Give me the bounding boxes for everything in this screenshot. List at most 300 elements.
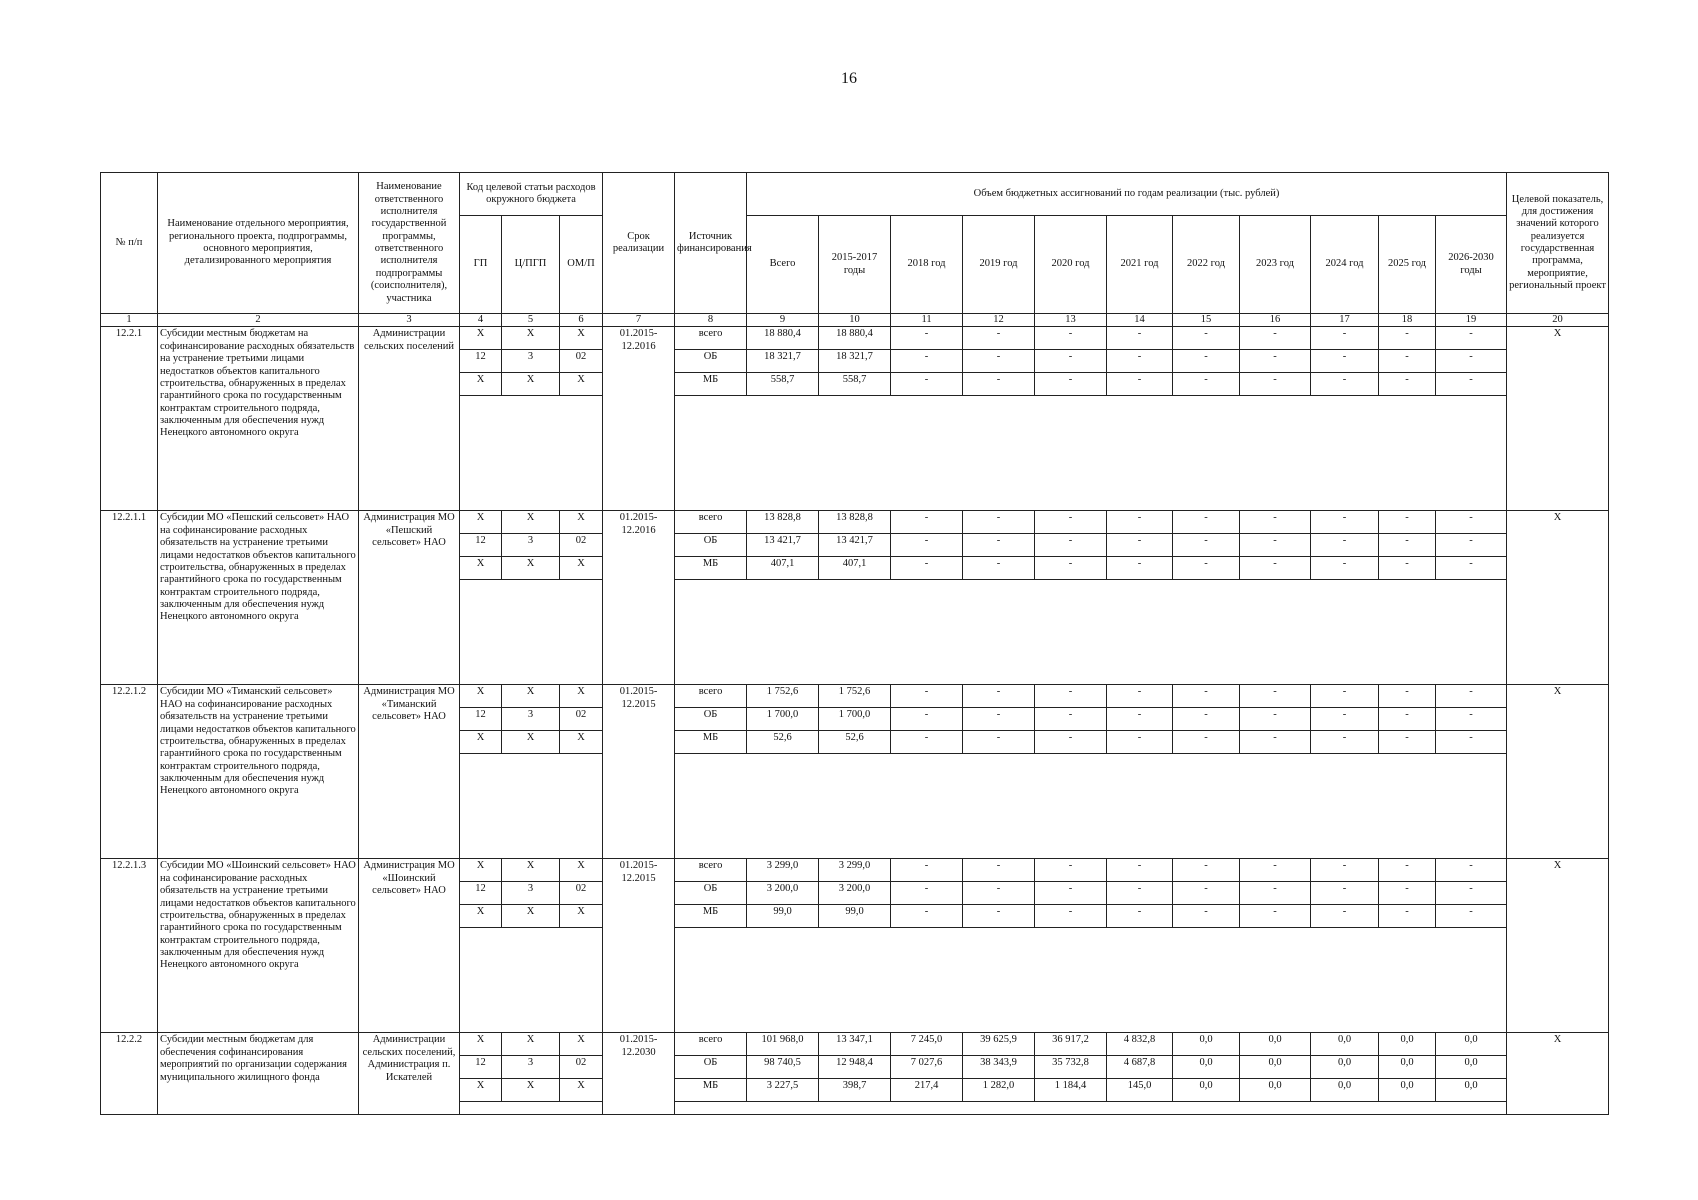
code-omp-cell: 02 (560, 708, 603, 731)
header-2026-2030: 2026-2030 годы (1436, 216, 1507, 314)
value-cell: - (1379, 350, 1436, 373)
code-gp-cell: X (460, 685, 502, 708)
value-cell: - (891, 859, 963, 882)
value-cell: 99,0 (747, 905, 819, 928)
value-cell: - (1107, 557, 1173, 580)
value-cell: - (1311, 708, 1379, 731)
value-cell: - (1107, 708, 1173, 731)
value-cell: 18 321,7 (819, 350, 891, 373)
header-2019: 2019 год (963, 216, 1035, 314)
header-code-group: Код целевой статьи расходов окружного бюджета (460, 173, 603, 216)
value-cell: - (1035, 685, 1107, 708)
value-cell: - (1436, 685, 1507, 708)
value-cell: - (1107, 685, 1173, 708)
value-cell: - (1173, 373, 1240, 396)
code-gp-cell: 12 (460, 882, 502, 905)
row-target: X (1507, 1033, 1609, 1115)
value-cell: - (891, 373, 963, 396)
code-gp-cell: X (460, 373, 502, 396)
value-cell: 3 299,0 (819, 859, 891, 882)
value-cell: 98 740,5 (747, 1056, 819, 1079)
value-cell: 1 282,0 (963, 1079, 1035, 1102)
value-cell: - (1311, 327, 1379, 350)
table-header (101, 173, 1609, 327)
code-cpgp-cell: X (502, 905, 560, 928)
value-cell: - (1379, 557, 1436, 580)
value-cell: - (891, 557, 963, 580)
value-cell: - (963, 708, 1035, 731)
value-cell: - (1311, 905, 1379, 928)
value-cell: - (1173, 905, 1240, 928)
value-cell: - (1379, 882, 1436, 905)
column-number: 13 (1035, 314, 1107, 327)
row-target: X (1507, 327, 1609, 511)
value-cell: 3 200,0 (747, 882, 819, 905)
value-cell: - (963, 859, 1035, 882)
value-cell: - (1311, 859, 1379, 882)
source-cell: МБ (675, 557, 747, 580)
value-cell: - (1436, 859, 1507, 882)
value-cell: - (891, 511, 963, 534)
row-term: 01.2015-12.2030 (603, 1033, 675, 1115)
row-name: Субсидии местным бюджетам на софинансирование расходных обязательств на устранение третьими лицами недостатков объектов капитального строительства, обнаруженных в пределах гарантийного срока по государственным контрактам строительного подряда, заключенным для обеспечения нужд Ненецкого автономного округа (158, 327, 359, 511)
value-cell: 0,0 (1436, 1079, 1507, 1102)
header-target: Целевой показатель, для достижения значений которого реализуется государственная программа, мероприятие, региональный проект (1507, 173, 1609, 314)
value-cell: - (1173, 882, 1240, 905)
value-cell: 0,0 (1436, 1033, 1507, 1056)
value-cell: - (1379, 708, 1436, 731)
code-cpgp-cell: X (502, 859, 560, 882)
value-cell: - (1436, 511, 1507, 534)
value-cell: - (1436, 731, 1507, 754)
value-cell: 558,7 (819, 373, 891, 396)
code-gp-cell: X (460, 731, 502, 754)
value-cell: - (1173, 511, 1240, 534)
value-cell: - (1107, 511, 1173, 534)
value-cell: 13 421,7 (747, 534, 819, 557)
code-omp-cell: X (560, 731, 603, 754)
value-cell: 0,0 (1173, 1056, 1240, 1079)
code-omp-cell: 02 (560, 1056, 603, 1079)
column-number: 7 (603, 314, 675, 327)
value-cell: 7 245,0 (891, 1033, 963, 1056)
code-omp-cell: X (560, 511, 603, 534)
code-gp-cell: 12 (460, 1056, 502, 1079)
value-cell: - (1379, 534, 1436, 557)
header-2023: 2023 год (1240, 216, 1311, 314)
column-number: 20 (1507, 314, 1609, 327)
empty-value-cells (675, 396, 1507, 511)
value-cell: 145,0 (1107, 1079, 1173, 1102)
budget-table (100, 172, 1609, 1115)
row-number: 12.2.1.3 (101, 859, 158, 1033)
header-name: Наименование отдельного мероприятия, регионального проекта, подпрограммы, основного мероприятия, детализированного мероприятия (158, 173, 359, 314)
value-cell: - (1379, 859, 1436, 882)
value-cell: - (1173, 685, 1240, 708)
value-cell: - (963, 511, 1035, 534)
value-cell: - (1240, 708, 1311, 731)
value-cell: 1 752,6 (819, 685, 891, 708)
source-cell: МБ (675, 905, 747, 928)
value-cell: 0,0 (1379, 1079, 1436, 1102)
value-cell: - (1035, 557, 1107, 580)
value-cell: - (1107, 327, 1173, 350)
value-cell: - (1240, 905, 1311, 928)
source-cell: ОБ (675, 708, 747, 731)
value-cell: - (1240, 327, 1311, 350)
column-number: 17 (1311, 314, 1379, 327)
value-cell: - (891, 327, 963, 350)
value-cell: - (1436, 882, 1507, 905)
empty-code-cells (460, 1102, 603, 1115)
table-row (101, 327, 1609, 350)
column-number: 3 (359, 314, 460, 327)
row-number: 12.2.1.2 (101, 685, 158, 859)
code-gp-cell: X (460, 1079, 502, 1102)
value-cell: - (963, 327, 1035, 350)
row-executor: Администрации сельских поселений, Администрация п. Искателей (359, 1033, 460, 1115)
empty-value-cells (675, 580, 1507, 685)
code-omp-cell: 02 (560, 882, 603, 905)
column-number: 6 (560, 314, 603, 327)
value-cell: - (963, 905, 1035, 928)
value-cell: - (1035, 905, 1107, 928)
code-omp-cell: X (560, 1033, 603, 1056)
value-cell: - (1035, 534, 1107, 557)
value-cell: - (1240, 859, 1311, 882)
value-cell: 0,0 (1311, 1079, 1379, 1102)
empty-value-cells (675, 754, 1507, 859)
value-cell: 3 200,0 (819, 882, 891, 905)
source-cell: всего (675, 685, 747, 708)
value-cell: 0,0 (1240, 1033, 1311, 1056)
column-number: 5 (502, 314, 560, 327)
code-gp-cell: 12 (460, 708, 502, 731)
value-cell: - (963, 731, 1035, 754)
value-cell: 101 968,0 (747, 1033, 819, 1056)
row-target: X (1507, 859, 1609, 1033)
row-target: X (1507, 511, 1609, 685)
header-2022: 2022 год (1173, 216, 1240, 314)
value-cell: 35 732,8 (1035, 1056, 1107, 1079)
value-cell: - (1173, 731, 1240, 754)
code-cpgp-cell: X (502, 731, 560, 754)
value-cell: - (1240, 350, 1311, 373)
header-2025: 2025 год (1379, 216, 1436, 314)
code-gp-cell: X (460, 511, 502, 534)
code-omp-cell: X (560, 557, 603, 580)
value-cell: 52,6 (819, 731, 891, 754)
column-number: 11 (891, 314, 963, 327)
value-cell: - (1240, 373, 1311, 396)
row-term: 01.2015-12.2015 (603, 685, 675, 859)
value-cell: - (1107, 859, 1173, 882)
value-cell: - (1379, 327, 1436, 350)
page-number: 16 (841, 70, 857, 87)
value-cell: - (1035, 731, 1107, 754)
value-cell: 18 880,4 (747, 327, 819, 350)
value-cell: - (1379, 373, 1436, 396)
code-omp-cell: X (560, 905, 603, 928)
value-cell: - (1240, 882, 1311, 905)
header-executor: Наименование ответственного исполнителя государственной программы, ответственного исполнителя подпрограммы (соисполнителя), участника (359, 173, 460, 314)
value-cell: 0,0 (1379, 1033, 1436, 1056)
row-name: Субсидии местным бюджетам для обеспечения софинансирования мероприятий по организации содержания муниципального жилищного фонда (158, 1033, 359, 1115)
empty-value-cells (675, 1102, 1507, 1115)
value-cell: - (1035, 511, 1107, 534)
value-cell: - (963, 685, 1035, 708)
code-cpgp-cell: 3 (502, 1056, 560, 1079)
value-cell: - (1173, 327, 1240, 350)
empty-code-cells (460, 754, 603, 859)
value-cell: - (1240, 557, 1311, 580)
row-number: 12.2.2 (101, 1033, 158, 1115)
table-row (101, 1033, 1609, 1056)
row-name: Субсидии МО «Шоинский сельсовет» НАО на софинансирование расходных обязательств на устранение третьими лицами недостатков объектов капитального строительства, обнаруженных в пределах гарантийного срока по государственным контрактам строительного подряда, заключенным для обеспечения нужд Ненецкого автономного округа (158, 859, 359, 1033)
code-cpgp-cell: X (502, 685, 560, 708)
value-cell: - (1107, 350, 1173, 373)
value-cell: 18 321,7 (747, 350, 819, 373)
column-number: 14 (1107, 314, 1173, 327)
code-cpgp-cell: X (502, 1079, 560, 1102)
column-numbers-row (101, 314, 1609, 327)
code-gp-cell: X (460, 905, 502, 928)
value-cell: 36 917,2 (1035, 1033, 1107, 1056)
header-term: Срок реализации (603, 173, 675, 314)
value-cell: 13 347,1 (819, 1033, 891, 1056)
column-number: 16 (1240, 314, 1311, 327)
header-2024: 2024 год (1311, 216, 1379, 314)
value-cell: - (891, 685, 963, 708)
source-cell: ОБ (675, 350, 747, 373)
column-number: 9 (747, 314, 819, 327)
header-2020: 2020 год (1035, 216, 1107, 314)
value-cell: - (1035, 373, 1107, 396)
value-cell: - (1311, 882, 1379, 905)
value-cell: 0,0 (1173, 1033, 1240, 1056)
header-2018: 2018 год (891, 216, 963, 314)
value-cell: 0,0 (1311, 1056, 1379, 1079)
value-cell: - (1379, 685, 1436, 708)
row-number: 12.2.1 (101, 327, 158, 511)
value-cell: - (1311, 534, 1379, 557)
value-cell: 1 700,0 (819, 708, 891, 731)
value-cell: - (1311, 557, 1379, 580)
column-number: 1 (101, 314, 158, 327)
value-cell: - (1035, 350, 1107, 373)
header-code-cpgp: Ц/ПГП (502, 216, 560, 314)
value-cell: - (1107, 905, 1173, 928)
source-cell: ОБ (675, 1056, 747, 1079)
empty-value-cells (675, 928, 1507, 1033)
value-cell: 217,4 (891, 1079, 963, 1102)
code-gp-cell: X (460, 859, 502, 882)
value-cell: - (1436, 373, 1507, 396)
header-2021: 2021 год (1107, 216, 1173, 314)
value-cell: 38 343,9 (963, 1056, 1035, 1079)
row-target: X (1507, 685, 1609, 859)
source-cell: ОБ (675, 534, 747, 557)
value-cell: - (1311, 350, 1379, 373)
header-source: Источник финансирования (675, 173, 747, 314)
code-omp-cell: X (560, 327, 603, 350)
value-cell: 99,0 (819, 905, 891, 928)
value-cell: - (891, 708, 963, 731)
source-cell: МБ (675, 731, 747, 754)
value-cell: - (1173, 859, 1240, 882)
header-total: Всего (747, 216, 819, 314)
value-cell: - (1436, 708, 1507, 731)
code-gp-cell: X (460, 327, 502, 350)
value-cell: - (1436, 350, 1507, 373)
value-cell: - (1173, 534, 1240, 557)
value-cell: 3 299,0 (747, 859, 819, 882)
source-cell: всего (675, 327, 747, 350)
value-cell: 0,0 (1379, 1056, 1436, 1079)
value-cell: - (1107, 373, 1173, 396)
source-cell: МБ (675, 1079, 747, 1102)
value-cell: - (891, 905, 963, 928)
row-term: 01.2015-12.2015 (603, 859, 675, 1033)
code-gp-cell: 12 (460, 350, 502, 373)
table-row (101, 685, 1609, 708)
value-cell: - (1035, 882, 1107, 905)
source-cell: всего (675, 511, 747, 534)
value-cell: 13 828,8 (747, 511, 819, 534)
row-term: 01.2015-12.2016 (603, 327, 675, 511)
value-cell: - (891, 731, 963, 754)
value-cell: 13 421,7 (819, 534, 891, 557)
value-cell: - (1379, 731, 1436, 754)
value-cell: - (1379, 511, 1436, 534)
value-cell: - (1379, 905, 1436, 928)
value-cell: 12 948,4 (819, 1056, 891, 1079)
value-cell: - (1035, 327, 1107, 350)
column-number: 18 (1379, 314, 1436, 327)
value-cell: - (1035, 859, 1107, 882)
value-cell: 407,1 (747, 557, 819, 580)
row-executor: Администрации сельских поселений (359, 327, 460, 511)
code-cpgp-cell: X (502, 327, 560, 350)
value-cell: - (1173, 350, 1240, 373)
value-cell: 1 700,0 (747, 708, 819, 731)
value-cell: - (1240, 731, 1311, 754)
column-number: 2 (158, 314, 359, 327)
value-cell: 18 880,4 (819, 327, 891, 350)
code-gp-cell: X (460, 557, 502, 580)
code-cpgp-cell: 3 (502, 350, 560, 373)
row-name: Субсидии МО «Пешский сельсовет» НАО на софинансирование расходных обязательств на устранение третьими лицами недостатков объектов капитального строительства, обнаруженных в пределах гарантийного срока по государственным контрактам строительного подряда, заключенным для обеспечения нужд Ненецкого автономного округа (158, 511, 359, 685)
value-cell: - (1311, 373, 1379, 396)
header-num: № п/п (101, 173, 158, 314)
code-omp-cell: X (560, 1079, 603, 1102)
value-cell: - (1107, 731, 1173, 754)
value-cell: - (1240, 511, 1311, 534)
table-body (101, 327, 1609, 1115)
value-cell: - (1311, 731, 1379, 754)
row-term: 01.2015-12.2016 (603, 511, 675, 685)
value-cell: - (1240, 685, 1311, 708)
column-number: 10 (819, 314, 891, 327)
column-number: 15 (1173, 314, 1240, 327)
header-code-omp: ОМ/П (560, 216, 603, 314)
value-cell: 4 687,8 (1107, 1056, 1173, 1079)
value-cell: - (1035, 708, 1107, 731)
value-cell: - (963, 373, 1035, 396)
code-gp-cell: X (460, 1033, 502, 1056)
value-cell: 1 184,4 (1035, 1079, 1107, 1102)
code-cpgp-cell: X (502, 511, 560, 534)
value-cell: - (963, 882, 1035, 905)
row-number: 12.2.1.1 (101, 511, 158, 685)
value-cell: - (891, 882, 963, 905)
value-cell: 398,7 (819, 1079, 891, 1102)
empty-code-cells (460, 580, 603, 685)
value-cell: 0,0 (1436, 1056, 1507, 1079)
value-cell: - (1436, 557, 1507, 580)
code-cpgp-cell: X (502, 1033, 560, 1056)
value-cell: - (1436, 534, 1507, 557)
value-cell: 1 752,6 (747, 685, 819, 708)
column-number: 12 (963, 314, 1035, 327)
value-cell: 39 625,9 (963, 1033, 1035, 1056)
value-cell: - (891, 350, 963, 373)
row-executor: Администрация МО «Шоинский сельсовет» НАО (359, 859, 460, 1033)
empty-code-cells (460, 928, 603, 1033)
value-cell: - (1240, 534, 1311, 557)
code-gp-cell: 12 (460, 534, 502, 557)
source-cell: МБ (675, 373, 747, 396)
value-cell: 7 027,6 (891, 1056, 963, 1079)
source-cell: ОБ (675, 882, 747, 905)
column-number: 4 (460, 314, 502, 327)
value-cell: - (891, 534, 963, 557)
row-executor: Администрация МО «Тиманский сельсовет» НАО (359, 685, 460, 859)
code-omp-cell: X (560, 685, 603, 708)
value-cell: - (1311, 511, 1379, 534)
row-name: Субсидии МО «Тиманский сельсовет» НАО на софинансирование расходных обязательств на устранение третьими лицами недостатков объектов капитального строительства, обнаруженных в пределах гарантийного срока по государственным контрактам строительного подряда, заключенным для обеспечения нужд Ненецкого автономного округа (158, 685, 359, 859)
header-2015-2017: 2015-2017 годы (819, 216, 891, 314)
code-cpgp-cell: 3 (502, 708, 560, 731)
value-cell: - (1436, 327, 1507, 350)
value-cell: 0,0 (1173, 1079, 1240, 1102)
value-cell: 3 227,5 (747, 1079, 819, 1102)
code-omp-cell: X (560, 373, 603, 396)
value-cell: 407,1 (819, 557, 891, 580)
value-cell: - (1311, 685, 1379, 708)
header-volume-group: Объем бюджетных ассигнований по годам реализации (тыс. рублей) (747, 173, 1507, 216)
code-cpgp-cell: 3 (502, 882, 560, 905)
code-cpgp-cell: X (502, 373, 560, 396)
code-omp-cell: 02 (560, 350, 603, 373)
column-number: 8 (675, 314, 747, 327)
value-cell: - (963, 557, 1035, 580)
value-cell: - (1107, 882, 1173, 905)
value-cell: 0,0 (1240, 1079, 1311, 1102)
code-omp-cell: X (560, 859, 603, 882)
value-cell: 558,7 (747, 373, 819, 396)
code-cpgp-cell: 3 (502, 534, 560, 557)
row-executor: Администрация МО «Пешский сельсовет» НАО (359, 511, 460, 685)
value-cell: 0,0 (1311, 1033, 1379, 1056)
table-row (101, 511, 1609, 534)
code-cpgp-cell: X (502, 557, 560, 580)
value-cell: - (1173, 708, 1240, 731)
header-code-gp: ГП (460, 216, 502, 314)
code-omp-cell: 02 (560, 534, 603, 557)
source-cell: всего (675, 1033, 747, 1056)
empty-code-cells (460, 396, 603, 511)
